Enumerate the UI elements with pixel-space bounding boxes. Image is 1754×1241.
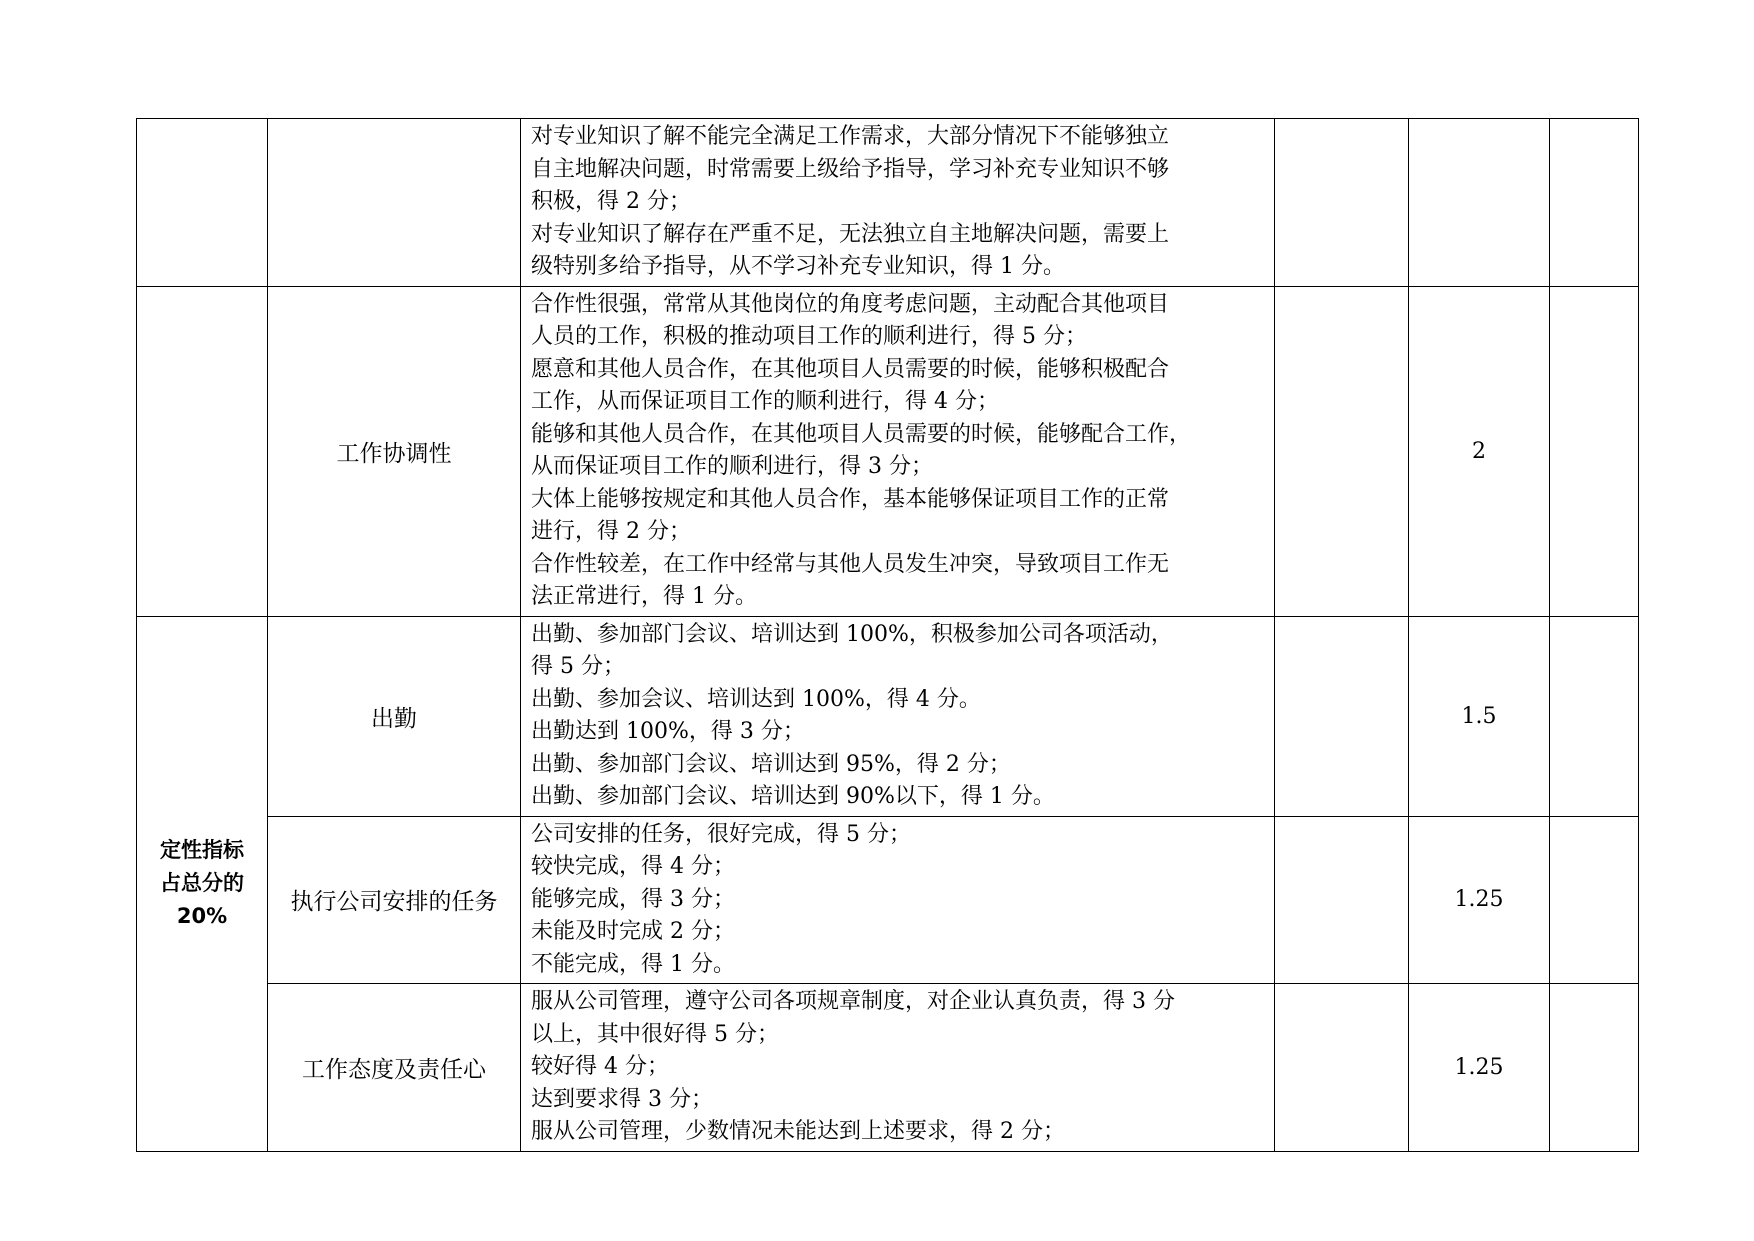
table-row (137, 816, 1639, 984)
criteria-line: 工作，从而保证项目工作的顺利进行，得 4 分； (531, 389, 999, 414)
category-cell-empty (137, 119, 268, 287)
item-cell (268, 119, 521, 287)
item-name: 执行公司安排的任务 (290, 889, 498, 916)
empty-cell (1275, 816, 1409, 984)
category-label-line: 定性指标 (160, 838, 244, 862)
criteria-cell (521, 984, 1275, 1152)
empty-cell (1275, 286, 1409, 616)
criteria-line: 对专业知识了解存在严重不足，无法独立自主地解决问题，需要上 (531, 221, 1170, 247)
criteria-line: 出勤、参加部门会议、培训达到 90%以下，得 1 分。 (531, 784, 1055, 809)
item-cell (268, 616, 521, 816)
criteria-line: 人员的工作，积极的推动项目工作的顺利进行，得 5 分； (531, 324, 1087, 349)
weight-value: 1.5 (1461, 703, 1497, 729)
weight-value: 1.25 (1454, 1054, 1504, 1080)
criteria-line: 出勤、参加会议、培训达到 100%，得 4 分。 (531, 686, 981, 712)
criteria-line: 合作性较差，在工作中经常与其他人员发生冲突，导致项目工作无 (531, 551, 1170, 577)
criteria-line: 出勤、参加部门会议、培训达到 100%，积极参加公司各项活动， (531, 621, 1173, 647)
item-name: 工作协调性 (336, 440, 452, 467)
item-cell (268, 984, 521, 1152)
empty-cell (1275, 616, 1409, 816)
weight-value: 1.25 (1454, 887, 1504, 913)
criteria-line: 达到要求得 3 分； (531, 1086, 713, 1112)
criteria-line: 自主地解决问题，时常需要上级给予指导，学习补充专业知识不够 (531, 156, 1170, 182)
criteria-line: 从而保证项目工作的顺利进行，得 3 分； (531, 454, 933, 479)
empty-cell (1550, 816, 1639, 984)
criteria-line: 出勤达到 100%，得 3 分； (531, 719, 805, 744)
criteria-line: 得 5 分； (531, 654, 625, 679)
criteria-line: 以上，其中很好得 5 分； (531, 1021, 779, 1047)
category-cell-empty (137, 286, 268, 616)
criteria-line: 不能完成，得 1 分。 (531, 951, 735, 977)
criteria-line: 级特别多给予指导，从不学习补充专业知识，得 1 分。 (531, 254, 1065, 279)
criteria-line: 积极，得 2 分； (531, 189, 691, 214)
criteria-line: 未能及时完成 2 分； (531, 919, 735, 944)
criteria-line: 公司安排的任务，很好完成，得 5 分； (531, 821, 911, 847)
category-cell (137, 616, 268, 1151)
weight-cell (1409, 616, 1550, 816)
category-label-line: 20% (176, 904, 228, 928)
table-row (137, 286, 1639, 616)
criteria-line: 服从公司管理，遵守公司各项规章制度，对企业认真负责，得 3 分 (531, 989, 1175, 1014)
criteria-line: 进行，得 2 分； (531, 519, 691, 544)
evaluation-table (136, 118, 1639, 1152)
criteria-cell (521, 119, 1275, 287)
item-name: 出勤 (371, 705, 417, 732)
table-row (137, 616, 1639, 816)
empty-cell (1275, 119, 1409, 287)
table-row (137, 984, 1639, 1152)
criteria-line: 出勤、参加部门会议、培训达到 95%，得 2 分； (531, 751, 1011, 777)
criteria-line: 能够完成，得 3 分； (531, 886, 735, 912)
empty-cell (1550, 119, 1639, 287)
category-label (137, 834, 267, 933)
category-label-line: 占总分的 (160, 871, 244, 895)
criteria-line: 较快完成，得 4 分； (531, 854, 735, 879)
weight-cell (1409, 984, 1550, 1152)
weight-cell (1409, 119, 1550, 287)
criteria-line: 大体上能够按规定和其他人员合作，基本能够保证项目工作的正常 (531, 486, 1170, 512)
criteria-line: 服从公司管理，少数情况未能达到上述要求，得 2 分； (531, 1119, 1065, 1144)
criteria-line: 愿意和其他人员合作，在其他项目人员需要的时候，能够积极配合 (531, 356, 1170, 382)
empty-cell (1550, 984, 1639, 1152)
item-cell (268, 816, 521, 984)
table-row (137, 119, 1639, 287)
weight-cell (1409, 286, 1550, 616)
empty-cell (1275, 984, 1409, 1152)
item-name: 工作态度及责任心 (302, 1056, 486, 1083)
criteria-line: 合作性很强，常常从其他岗位的角度考虑问题，主动配合其他项目 (531, 291, 1170, 317)
empty-cell (1550, 286, 1639, 616)
criteria-line: 较好得 4 分； (531, 1054, 669, 1079)
weight-value: 2 (1472, 438, 1486, 464)
criteria-cell (521, 616, 1275, 816)
criteria-cell (521, 816, 1275, 984)
weight-cell (1409, 816, 1550, 984)
criteria-line: 对专业知识了解不能完全满足工作需求，大部分情况下不能够独立 (531, 124, 1170, 149)
criteria-cell (521, 286, 1275, 616)
empty-cell (1550, 616, 1639, 816)
criteria-line: 法正常进行，得 1 分。 (531, 584, 757, 609)
criteria-line: 能够和其他人员合作，在其他项目人员需要的时候，能够配合工作， (531, 421, 1192, 447)
item-cell (268, 286, 521, 616)
